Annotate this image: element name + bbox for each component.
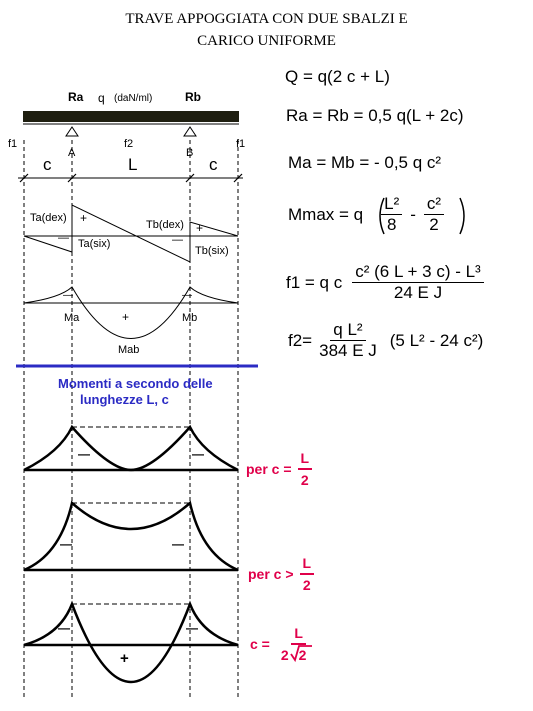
case-2-den: 2: [302, 577, 311, 593]
f1-num: c² (6 L + 3 c) - L³: [352, 262, 483, 283]
guide-lines: [24, 140, 238, 700]
case-2-label: [248, 553, 314, 595]
case-3-prefix: c =: [250, 636, 270, 652]
f1-den: 24 E J: [393, 283, 443, 302]
beam: [23, 111, 239, 122]
shear-plus-1: +: [80, 211, 88, 225]
f1-prefix: f1 = q c: [286, 272, 343, 292]
label-f1-left: f1: [8, 138, 18, 150]
label-mb: Mb: [182, 312, 198, 324]
moment-minus-1: —: [63, 290, 73, 301]
mmax-den-2: 2: [429, 215, 439, 234]
label-ta-six: Ta(six): [78, 238, 111, 250]
formula-moments: Ma = Mb = - 0,5 q c²: [288, 153, 442, 172]
mmax-op: -: [410, 204, 416, 224]
case-3-den: 22: [280, 647, 317, 663]
shear-plus-2: +: [196, 221, 204, 235]
label-f2: f2: [124, 138, 134, 150]
label-a: A: [68, 147, 76, 159]
f2-suffix: (5 L² - 24 c²): [389, 330, 484, 350]
formula-f2: [288, 320, 483, 361]
case-1-minus-1: —: [78, 447, 90, 461]
label-tb-six: Tb(six): [195, 245, 229, 257]
label-ra: Ra: [68, 90, 84, 104]
label-ma: Ma: [64, 312, 80, 324]
section-heading-2: lunghezze L, c: [80, 392, 169, 407]
case-3-minus-2: —: [186, 621, 198, 635]
mmax-num-1: L²: [381, 194, 402, 215]
label-c-right: c: [209, 155, 218, 174]
shear-minus-2: —: [172, 234, 183, 246]
formula-f1: [286, 262, 484, 303]
label-mab: Mab: [118, 344, 140, 356]
label-unit: (daN/ml): [114, 93, 153, 104]
f2-prefix: f2=: [288, 330, 313, 350]
case-3-num: L: [291, 623, 306, 645]
moment-diagram: [24, 287, 238, 339]
section-heading-1: Momenti a secondo delle: [58, 376, 213, 391]
label-rb: Rb: [185, 90, 201, 104]
case-3-minus-1: —: [58, 621, 70, 635]
label-l: L: [128, 155, 138, 174]
case-3-label: [250, 623, 319, 665]
case-1-minus-2: —: [192, 447, 204, 461]
case-2-minus-2: —: [172, 537, 184, 551]
case-1-moment: [24, 427, 238, 470]
formula-mmax: [288, 194, 444, 235]
case-2-moment: [24, 503, 238, 570]
mmax-den-1: 8: [386, 215, 397, 234]
f2-num: q L²: [330, 320, 365, 341]
mmax-prefix: Mmax = q: [288, 204, 364, 224]
support-b: [184, 127, 196, 136]
case-1-label: [246, 448, 312, 490]
f2-den: 384 E J: [319, 341, 377, 360]
case-1-den: 2: [300, 472, 309, 488]
moment-minus-2: —: [182, 290, 192, 301]
case-2-num: L: [300, 553, 315, 575]
label-tb-dex: Tb(dex): [146, 219, 184, 231]
shear-minus-1: —: [58, 232, 69, 244]
label-q: q: [98, 91, 105, 105]
label-ta-dex: Ta(dex): [30, 212, 67, 224]
case-2-minus-1: —: [60, 537, 72, 551]
moment-plus: +: [122, 310, 130, 324]
title-line-2: CARICO UNIFORME: [197, 33, 336, 49]
title-line-1: TRAVE APPOGGIATA CON DUE SBALZI E: [125, 11, 408, 27]
formula-reactions: Ra = Rb = 0,5 q(L + 2c): [286, 106, 464, 125]
case-3-plus: +: [120, 650, 129, 667]
case-1-prefix: per c =: [246, 461, 292, 477]
label-c-left: c: [43, 155, 52, 174]
formula-q: Q = q(2 c + L): [285, 67, 390, 86]
case-1-num: L: [298, 448, 313, 470]
support-a: [66, 127, 78, 136]
label-b: B: [186, 147, 194, 159]
mmax-num-2: c²: [424, 194, 444, 215]
case-2-prefix: per c >: [248, 566, 294, 582]
label-f1-right: f1: [236, 138, 246, 150]
case-3-moment: [24, 604, 238, 682]
